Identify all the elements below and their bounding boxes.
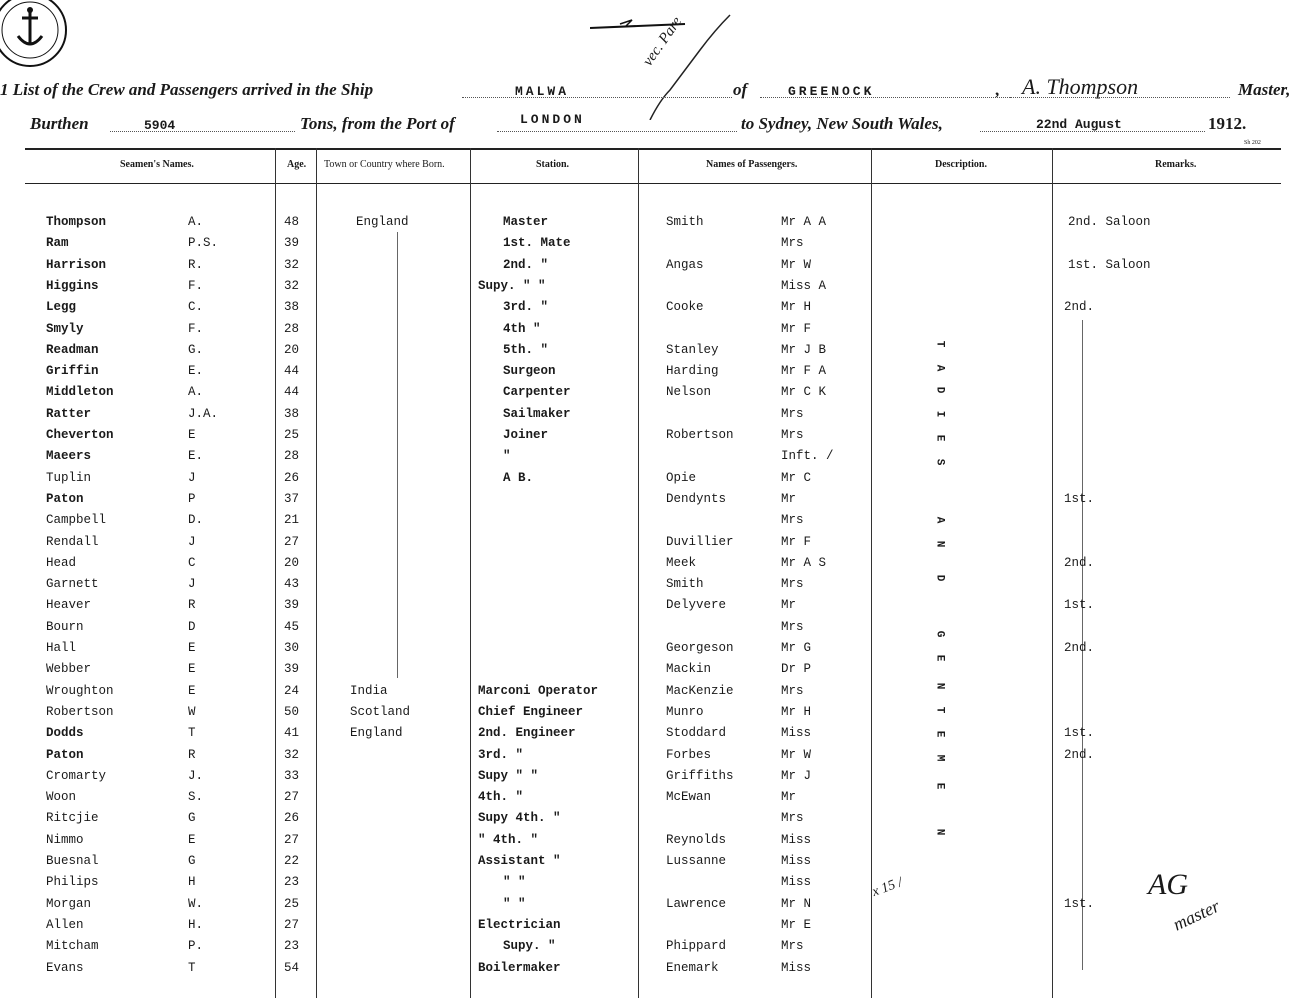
passenger-surname: Munro	[666, 704, 704, 719]
crew-initials: J.	[188, 768, 204, 783]
col-header-born: Town or Country where Born.	[324, 159, 445, 170]
passenger-title: Miss	[781, 854, 812, 868]
crew-age: 33	[284, 768, 300, 783]
crew-born: Scotland	[350, 704, 411, 719]
crew-surname: Woon	[46, 790, 77, 805]
description-letter: E	[933, 434, 946, 442]
crew-age: 21	[284, 513, 300, 528]
crew-initials: J.A.	[188, 406, 219, 421]
crew-station: Master	[503, 215, 549, 229]
crew-age: 30	[284, 641, 300, 655]
passenger-title: Miss	[781, 875, 812, 890]
passenger-title: Miss	[781, 726, 812, 741]
passenger-title: Inft. /	[781, 449, 834, 464]
crew-surname: Tuplin	[46, 470, 92, 485]
crew-age: 44	[284, 385, 300, 400]
crew-surname: Garnett	[46, 577, 99, 592]
passenger-title: Mrs	[781, 513, 804, 528]
form-code: Sh 202	[1244, 140, 1261, 146]
passenger-remark: 1st. Saloon	[1068, 257, 1151, 272]
signature-word: master	[1169, 895, 1223, 935]
passenger-surname: Delyvere	[666, 598, 727, 613]
passenger-surname: McEwan	[666, 790, 712, 805]
handwritten-note: vec. Pare	[640, 14, 686, 70]
crew-initials: P.S.	[188, 236, 219, 251]
crew-age: 39	[284, 598, 300, 613]
crew-surname: Mitcham	[46, 939, 99, 954]
description-letter: D	[933, 574, 946, 582]
passenger-title: Mr J	[781, 768, 812, 783]
passenger-remark: 1st.	[1064, 491, 1095, 506]
passenger-title: Mr	[781, 598, 797, 613]
crew-station: Electrician	[478, 917, 561, 932]
title-prefix: 1 List of the Crew and Passengers arrived in the Ship	[0, 80, 374, 99]
passenger-title: Mr G	[781, 641, 812, 655]
passenger-remark: 2nd.	[1064, 300, 1095, 315]
crew-surname: Allen	[46, 917, 84, 932]
crew-initials: E.	[188, 449, 204, 464]
col-header-passengers: Names of Passengers.	[706, 159, 798, 170]
crew-surname: Rendall	[46, 534, 99, 549]
description-letter: E	[933, 730, 946, 738]
crew-age: 32	[284, 747, 300, 762]
passenger-title: Miss A	[781, 278, 827, 293]
arrival-date: 22nd August	[1036, 117, 1122, 132]
crew-station: Supy. " "	[478, 278, 546, 293]
column-divider	[638, 148, 639, 998]
crew-surname: Heaver	[46, 598, 92, 613]
passenger-title: Mr A S	[781, 555, 827, 570]
crew-age: 48	[284, 215, 300, 229]
description-letter: N	[933, 828, 946, 836]
crew-surname: Ratter	[46, 406, 92, 421]
passenger-title: Mr C K	[781, 385, 827, 400]
table-top-rule	[25, 148, 1281, 150]
description-letter: T	[933, 340, 946, 348]
column-divider	[470, 148, 471, 998]
passenger-title: Mr W	[781, 747, 812, 762]
description-letter: E	[933, 782, 946, 790]
passenger-surname: Lussanne	[666, 854, 727, 868]
crew-initials: R.	[188, 257, 204, 272]
crew-station: Chief Engineer	[478, 704, 584, 719]
tons-from-label: Tons, from the Port of	[300, 114, 455, 133]
master-label: Master,	[1238, 80, 1291, 99]
crew-age: 20	[284, 555, 300, 570]
crew-age: 27	[284, 534, 300, 549]
crew-initials: E	[188, 662, 196, 677]
crew-age: 38	[284, 406, 300, 421]
of-label: of	[733, 80, 748, 99]
crew-initials: D.	[188, 513, 204, 528]
crew-age: 23	[284, 939, 300, 954]
crew-station: 5th. "	[503, 342, 549, 357]
crew-station: 2nd. "	[503, 257, 549, 272]
crew-age: 24	[284, 683, 300, 698]
crew-surname: Head	[46, 555, 77, 570]
crew-initials: E	[188, 683, 196, 698]
crew-station: A B.	[503, 470, 534, 485]
crew-station: 4th "	[503, 321, 541, 336]
passenger-title: Mrs	[781, 577, 804, 592]
crew-surname: Cheverton	[46, 428, 114, 442]
crew-born: England	[350, 726, 403, 741]
passenger-surname: Cooke	[666, 300, 704, 315]
crew-age: 43	[284, 577, 300, 592]
description-letter: S	[933, 458, 946, 466]
crew-age: 39	[284, 662, 300, 677]
crew-age: 26	[284, 470, 300, 485]
crew-age: 25	[284, 896, 300, 911]
crew-age: 32	[284, 278, 300, 293]
col-header-remarks: Remarks.	[1155, 159, 1197, 170]
crew-age: 41	[284, 726, 300, 741]
crew-age: 39	[284, 236, 300, 251]
crew-initials: H.	[188, 917, 204, 932]
crew-initials: S.	[188, 790, 204, 805]
crew-surname: Campbell	[46, 513, 107, 528]
crew-surname: Evans	[46, 960, 84, 975]
passenger-title: Mrs	[781, 406, 804, 421]
passenger-surname: Duvillier	[666, 534, 734, 549]
crew-surname: Readman	[46, 342, 99, 357]
passenger-surname: MacKenzie	[666, 683, 734, 698]
crew-age: 38	[284, 300, 300, 315]
passenger-title: Mr C	[781, 470, 812, 485]
description-letter: A	[933, 364, 946, 372]
passenger-remark: 1st.	[1064, 726, 1095, 741]
crew-age: 23	[284, 875, 300, 890]
col-header-age: Age.	[287, 159, 307, 170]
crew-station: " "	[503, 896, 526, 911]
passenger-surname: Griffiths	[666, 768, 734, 783]
crew-station: Supy. "	[503, 939, 556, 954]
crew-station: Carpenter	[503, 385, 571, 400]
crew-initials: G	[188, 854, 196, 868]
crew-surname: Paton	[46, 491, 84, 506]
master-name-signature: A. Thompson	[1022, 74, 1139, 99]
passenger-remark: 2nd. Saloon	[1068, 215, 1151, 229]
crew-initials: J	[188, 534, 196, 549]
passenger-surname: Smith	[666, 577, 704, 592]
crew-initials: G	[188, 811, 196, 826]
crew-initials: G.	[188, 342, 204, 357]
crew-surname: Hall	[46, 641, 77, 655]
passenger-title: Miss	[781, 832, 812, 847]
passenger-title: Dr P	[781, 662, 812, 677]
crew-age: 37	[284, 491, 300, 506]
crew-station: 3rd. "	[478, 747, 524, 762]
passenger-title: Mr A A	[781, 215, 827, 229]
crew-station: " 4th. "	[478, 832, 539, 847]
crew-surname: Nimmo	[46, 832, 84, 847]
crew-initials: P	[188, 491, 196, 506]
passenger-surname: Robertson	[666, 428, 734, 442]
crew-surname: Wroughton	[46, 683, 114, 698]
crew-surname: Legg	[46, 300, 77, 315]
passenger-remark: 1st.	[1064, 896, 1095, 911]
customs-seal-logo	[0, 0, 68, 70]
passenger-title: Mrs	[781, 236, 804, 251]
crew-initials: J	[188, 577, 196, 592]
passenger-surname: Enemark	[666, 960, 719, 975]
crew-initials: W	[188, 704, 196, 719]
crew-station: Supy " "	[478, 768, 539, 783]
description-letter: N	[933, 682, 946, 690]
crew-initials: W.	[188, 896, 204, 911]
passenger-remark: 1st.	[1064, 598, 1095, 613]
crew-age: 27	[284, 917, 300, 932]
passenger-surname: Stanley	[666, 342, 719, 357]
arrival-year: 1912.	[1208, 114, 1247, 133]
col-header-seamen-names: Seamen's Names.	[120, 159, 194, 170]
crew-age: 20	[284, 342, 300, 357]
passenger-title: Mr W	[781, 257, 812, 272]
passenger-title: Mr E	[781, 917, 812, 932]
crew-surname: Morgan	[46, 896, 92, 911]
description-letter: M	[933, 754, 946, 762]
crew-born: India	[350, 683, 388, 698]
passenger-title: Mrs	[781, 428, 804, 442]
column-divider	[316, 148, 317, 998]
crew-station: Sailmaker	[503, 406, 571, 421]
crew-initials: T	[188, 960, 196, 975]
crew-surname: Ram	[46, 236, 69, 251]
crew-age: 50	[284, 704, 300, 719]
description-letter: N	[933, 540, 946, 548]
crew-initials: R	[188, 747, 196, 762]
passenger-surname: Georgeson	[666, 641, 734, 655]
crew-born: England	[356, 215, 409, 229]
crew-initials: H	[188, 875, 196, 890]
crew-surname: Webber	[46, 662, 92, 677]
crew-initials: E.	[188, 364, 204, 379]
crew-initials: P.	[188, 939, 204, 954]
crew-initials: E	[188, 428, 196, 442]
passenger-remark: 2nd.	[1064, 555, 1095, 570]
column-divider	[275, 148, 276, 998]
crew-station: 2nd. Engineer	[478, 726, 576, 741]
crew-surname: Smyly	[46, 321, 84, 336]
crew-station: 3rd. "	[503, 300, 549, 315]
crew-station: Assistant "	[478, 854, 561, 868]
burthen-label: Burthen	[30, 114, 89, 133]
description-letter: I	[933, 410, 946, 418]
description-letter: D	[933, 386, 946, 394]
crew-station: Joiner	[503, 428, 549, 442]
crew-surname: Cromarty	[46, 768, 107, 783]
crew-surname: Harrison	[46, 257, 107, 272]
passenger-title: Mr H	[781, 300, 812, 315]
crew-surname: Griffin	[46, 364, 99, 379]
crew-age: 28	[284, 449, 300, 464]
crew-initials: A.	[188, 215, 204, 229]
crew-age: 26	[284, 811, 300, 826]
crew-initials: E	[188, 832, 196, 847]
passenger-title: Miss	[781, 960, 812, 975]
passenger-surname: Harding	[666, 364, 719, 379]
crew-initials: C	[188, 555, 196, 570]
to-sydney-label: to Sydney, New South Wales,	[741, 114, 943, 133]
passenger-remark: 2nd.	[1064, 747, 1095, 762]
signature-initials: AG	[1148, 868, 1188, 901]
crew-initials: F.	[188, 278, 204, 293]
crew-surname: Middleton	[46, 385, 114, 400]
passenger-surname: Lawrence	[666, 896, 727, 911]
crew-initials: T	[188, 726, 196, 741]
passenger-title: Mr F	[781, 534, 812, 549]
crew-initials: E	[188, 641, 196, 655]
ship-name: MALWA	[515, 84, 570, 99]
crew-station: "	[503, 449, 511, 464]
passenger-remark: 2nd.	[1064, 641, 1095, 655]
passenger-title: Mr F	[781, 321, 812, 336]
crew-station: 4th. "	[478, 790, 524, 805]
ditto-line-born	[397, 232, 398, 678]
crew-surname: Paton	[46, 747, 84, 762]
crew-station: Marconi Operator	[478, 683, 599, 698]
passenger-surname: Nelson	[666, 385, 712, 400]
crew-age: 54	[284, 960, 300, 975]
margin-mark: x 15 /	[870, 875, 905, 900]
description-letter: A	[933, 516, 946, 524]
crew-age: 25	[284, 428, 300, 442]
passenger-surname: Forbes	[666, 747, 712, 762]
table-header-rule	[25, 183, 1281, 184]
crew-station: " "	[503, 875, 526, 890]
passenger-surname: Smith	[666, 215, 704, 229]
crew-surname: Maeers	[46, 449, 92, 464]
crew-station: Supy 4th. "	[478, 811, 561, 826]
crew-age: 27	[284, 790, 300, 805]
passenger-title: Mr J B	[781, 342, 827, 357]
crew-station: 1st. Mate	[503, 236, 571, 251]
crew-station: Boilermaker	[478, 960, 561, 975]
passenger-title: Mr	[781, 790, 797, 805]
crew-age: 45	[284, 619, 300, 634]
list-title-line	[0, 80, 373, 100]
crew-initials: D	[188, 619, 196, 634]
column-divider	[1052, 148, 1053, 998]
passenger-title: Mr N	[781, 896, 812, 911]
crew-surname: Philips	[46, 875, 99, 890]
column-divider	[871, 148, 872, 998]
comma-separator: ,	[995, 80, 1000, 99]
crew-station: Surgeon	[503, 364, 556, 379]
crew-surname: Dodds	[46, 726, 84, 741]
passenger-title: Mrs	[781, 811, 804, 826]
description-letter: T	[933, 706, 946, 714]
passenger-title: Mr	[781, 491, 797, 506]
crew-age: 22	[284, 854, 300, 868]
crew-initials: F.	[188, 321, 204, 336]
tonnage: 5904	[144, 118, 176, 133]
passenger-title: Mr F A	[781, 364, 827, 379]
crew-surname: Bourn	[46, 619, 84, 634]
crew-age: 28	[284, 321, 300, 336]
passenger-surname: Meek	[666, 555, 697, 570]
passenger-title: Mrs	[781, 683, 804, 698]
crew-age: 27	[284, 832, 300, 847]
crew-surname: Higgins	[46, 278, 99, 293]
description-letter: G	[933, 630, 946, 638]
port-of-registry: GREENOCK	[788, 84, 875, 99]
passenger-surname: Angas	[666, 257, 704, 272]
crew-initials: C.	[188, 300, 204, 315]
col-header-station: Station.	[536, 159, 570, 170]
passenger-surname: Reynolds	[666, 832, 727, 847]
passenger-surname: Phippard	[666, 939, 727, 954]
passenger-surname: Opie	[666, 470, 697, 485]
crew-surname: Thompson	[46, 215, 107, 229]
crew-initials: J	[188, 470, 196, 485]
crew-initials: A.	[188, 385, 204, 400]
passenger-title: Mrs	[781, 939, 804, 954]
crew-initials: R	[188, 598, 196, 613]
passenger-surname: Mackin	[666, 662, 712, 677]
crew-surname: Ritcjie	[46, 811, 99, 826]
col-header-description: Description.	[935, 159, 987, 170]
description-letter: E	[933, 654, 946, 662]
crew-age: 32	[284, 257, 300, 272]
crew-surname: Robertson	[46, 704, 114, 719]
departure-port: LONDON	[520, 112, 585, 127]
passenger-title: Mrs	[781, 619, 804, 634]
crew-surname: Buesnal	[46, 854, 99, 868]
passenger-surname: Dendynts	[666, 491, 727, 506]
crew-age: 44	[284, 364, 300, 379]
passenger-title: Mr H	[781, 704, 812, 719]
passenger-surname: Stoddard	[666, 726, 727, 741]
